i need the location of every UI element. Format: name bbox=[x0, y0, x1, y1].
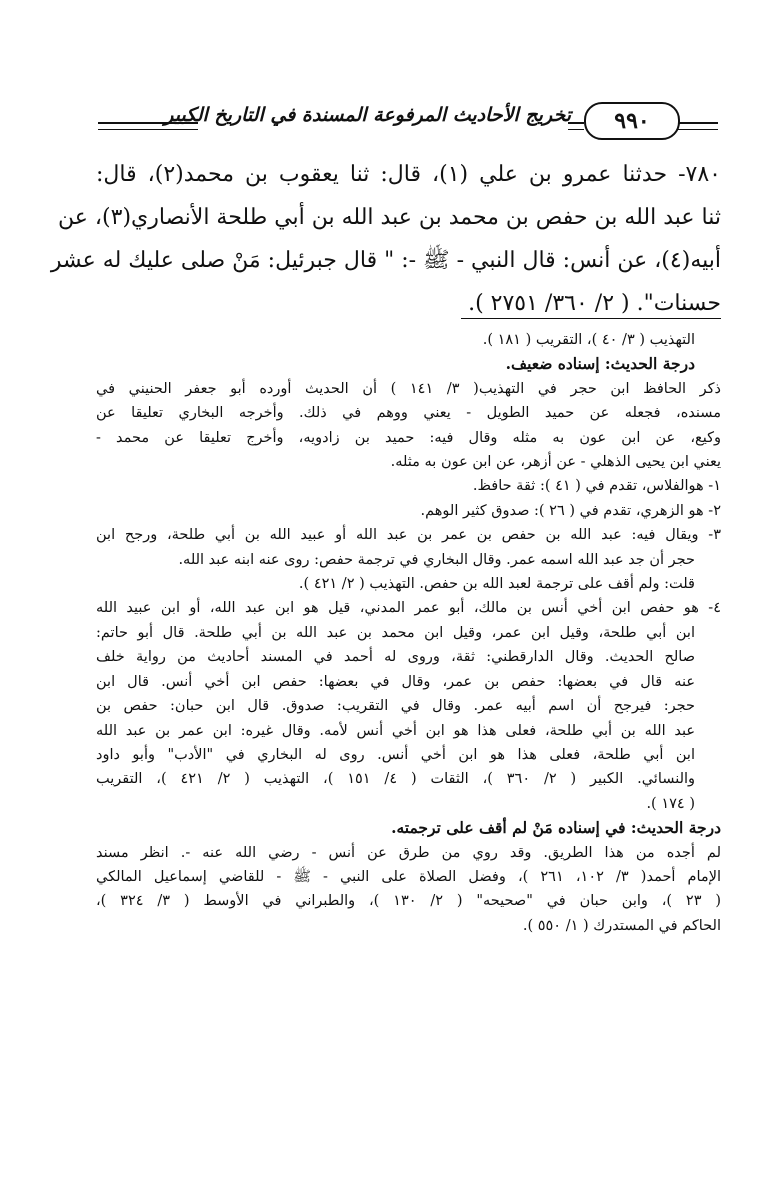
footnote-line: ابن أبي طلحة، وقيل ابن عمر، وقيل ابن محمد بن عبد الله بن أبي طلحة. قال أبو حاتم: bbox=[96, 624, 695, 641]
footnote-line: ( ١٧٤ ). bbox=[646, 795, 695, 812]
footnote-separator bbox=[461, 318, 721, 319]
hadith-text bbox=[50, 153, 721, 325]
hadith-line: ثنا عبد الله بن حفص بن محمد بن عبد الله بن أبي طلحة الأنصاري(٣)، عن bbox=[58, 205, 721, 230]
footnote-line: عنه قال في بعضها: حفص بن عمر، وقال في بعضها: حفص ابن أخي أنس. قال ابن bbox=[96, 673, 695, 690]
footnote-line: وكيع، عن ابن عون به مثله وقال فيه: حميد بن زادويه، وأخرج تعليقا عن محمد - bbox=[96, 429, 721, 446]
running-title: تخريج الأحاديث المرفوعة المسندة في التاريخ الكبير bbox=[164, 104, 571, 126]
footnote-line: ١- هوالفلاس، تقدم في ( ٤١ ): ثقة حافظ. bbox=[472, 478, 721, 495]
hadith-line: ٧٨٠- حدثنا عمرو بن علي (١)، قال: ثنا يعقوب بن محمد(٢)، قال: bbox=[96, 162, 721, 187]
footnote-line: والنسائي. الكبير ( ٢/ ٣٦٠ )، الثقات ( ٤/ ١٥١ )، التهذيب ( ٢/ ٤٢١ )، التقريب bbox=[96, 771, 696, 788]
footnote-line: الإمام أحمد( ٣/ ١٠٢، ٢٦١ )، وفضل الصلاة على النبي - ﷺ - للقاضي إسماعيل المالكي bbox=[96, 868, 721, 885]
footnote-line: مسنده، فجعله عن حميد الطويل - يعني ووهم في ذلك. وأخرجه البخاري تعليقا عن bbox=[96, 405, 721, 422]
footnote-line: صالح الحديث. وقال الدارقطني: ثقة، وروى له أحمد في المسند أحاديث من رواية خلف bbox=[96, 649, 695, 666]
header-rule-mid bbox=[568, 122, 584, 130]
hadith-line: حسنات". ( ٢/ ٣٦٠/ ٢٧٥١ ). bbox=[468, 291, 721, 316]
footnote-line: يعني ابن يحيى الذهلي - عن أزهر، عن ابن عون به مثله. bbox=[390, 454, 721, 471]
footnote-line: عبد الله بن أبي طلحة، فعلى هذا هو ابن أخي أنس لأمه. وقال غيره: ابن عمر بن عبد الله bbox=[96, 722, 695, 739]
footnote-line: حجر أن جد عبد الله اسمه عمر. وقال البخاري في ترجمة حفص: روى عنه ابنه عبد الله. bbox=[178, 551, 695, 568]
footnote-line: قلت: ولم أقف على ترجمة لعبد الله بن حفص. التهذيب ( ٢/ ٤٢١ ). bbox=[298, 576, 695, 593]
footnote-line: الحاكم في المستدرك ( ١/ ٥٥٠ ). bbox=[522, 917, 721, 934]
footnote-line: لم أجده من هذا الطريق. وقد روي من طرق عن أنس - رضي الله عنه -. انظر مسند bbox=[96, 844, 721, 861]
footnote-line: التهذيب ( ٣/ ٤٠ )، التقريب ( ١٨١ ). bbox=[482, 332, 695, 348]
footnote-line: ٢- هو الزهري، تقدم في ( ٢٦ ): صدوق كثير الوهم. bbox=[420, 502, 721, 519]
page-header bbox=[98, 100, 718, 148]
footnote-line: حجر: فيرجح أن اسم أبيه عمر. وقال في التقريب: صدوق. قال ابن حبان: حفص بن bbox=[96, 698, 695, 715]
footnote-line: ٤- هو حفص ابن أخي أنس بن مالك، أبو عمر المدني، قيل هو ابن عبد الله، أو ابن عبيد الله bbox=[96, 600, 721, 617]
footnote-line: ٣- ويقال فيه: عبد الله بن حفص بن عمر بن عبد الله أو عبيد الله بن أبي طلحة، ورجح ابن bbox=[96, 527, 721, 544]
page-number: ٩٩٠ bbox=[584, 102, 680, 140]
footnotes bbox=[96, 328, 721, 938]
header-rule-right bbox=[678, 122, 718, 130]
footnote-line: ابن أبي طلحة، فعلى هذا هو ابن أخي أنس. روى له البخاري في "الأدب" وأبو داود bbox=[96, 746, 695, 763]
hadith-grade: درجة الحديث: إسناده ضعيف. bbox=[505, 354, 695, 374]
footnote-line: ذكر الحافظ ابن حجر في التهذيب( ٣/ ١٤١ ) أن الحديث أورده أبو جعفر الحنيني في bbox=[96, 380, 721, 397]
hadith-line: أبيه(٤)، عن أنس: قال النبي - ﷺ -: " قال جبرئيل: مَنْ صلى عليك له عشر bbox=[50, 248, 721, 273]
hadith-grade: درجة الحديث: في إسناده مَنْ لم أقف على ترجمته. bbox=[391, 818, 721, 838]
footnote-line: ( ٢٣ )، وابن حبان في "صحيحه" ( ٢/ ١٣٠ )، والطبراني في الأوسط ( ٣/ ٣٢٤ )، bbox=[96, 893, 721, 910]
